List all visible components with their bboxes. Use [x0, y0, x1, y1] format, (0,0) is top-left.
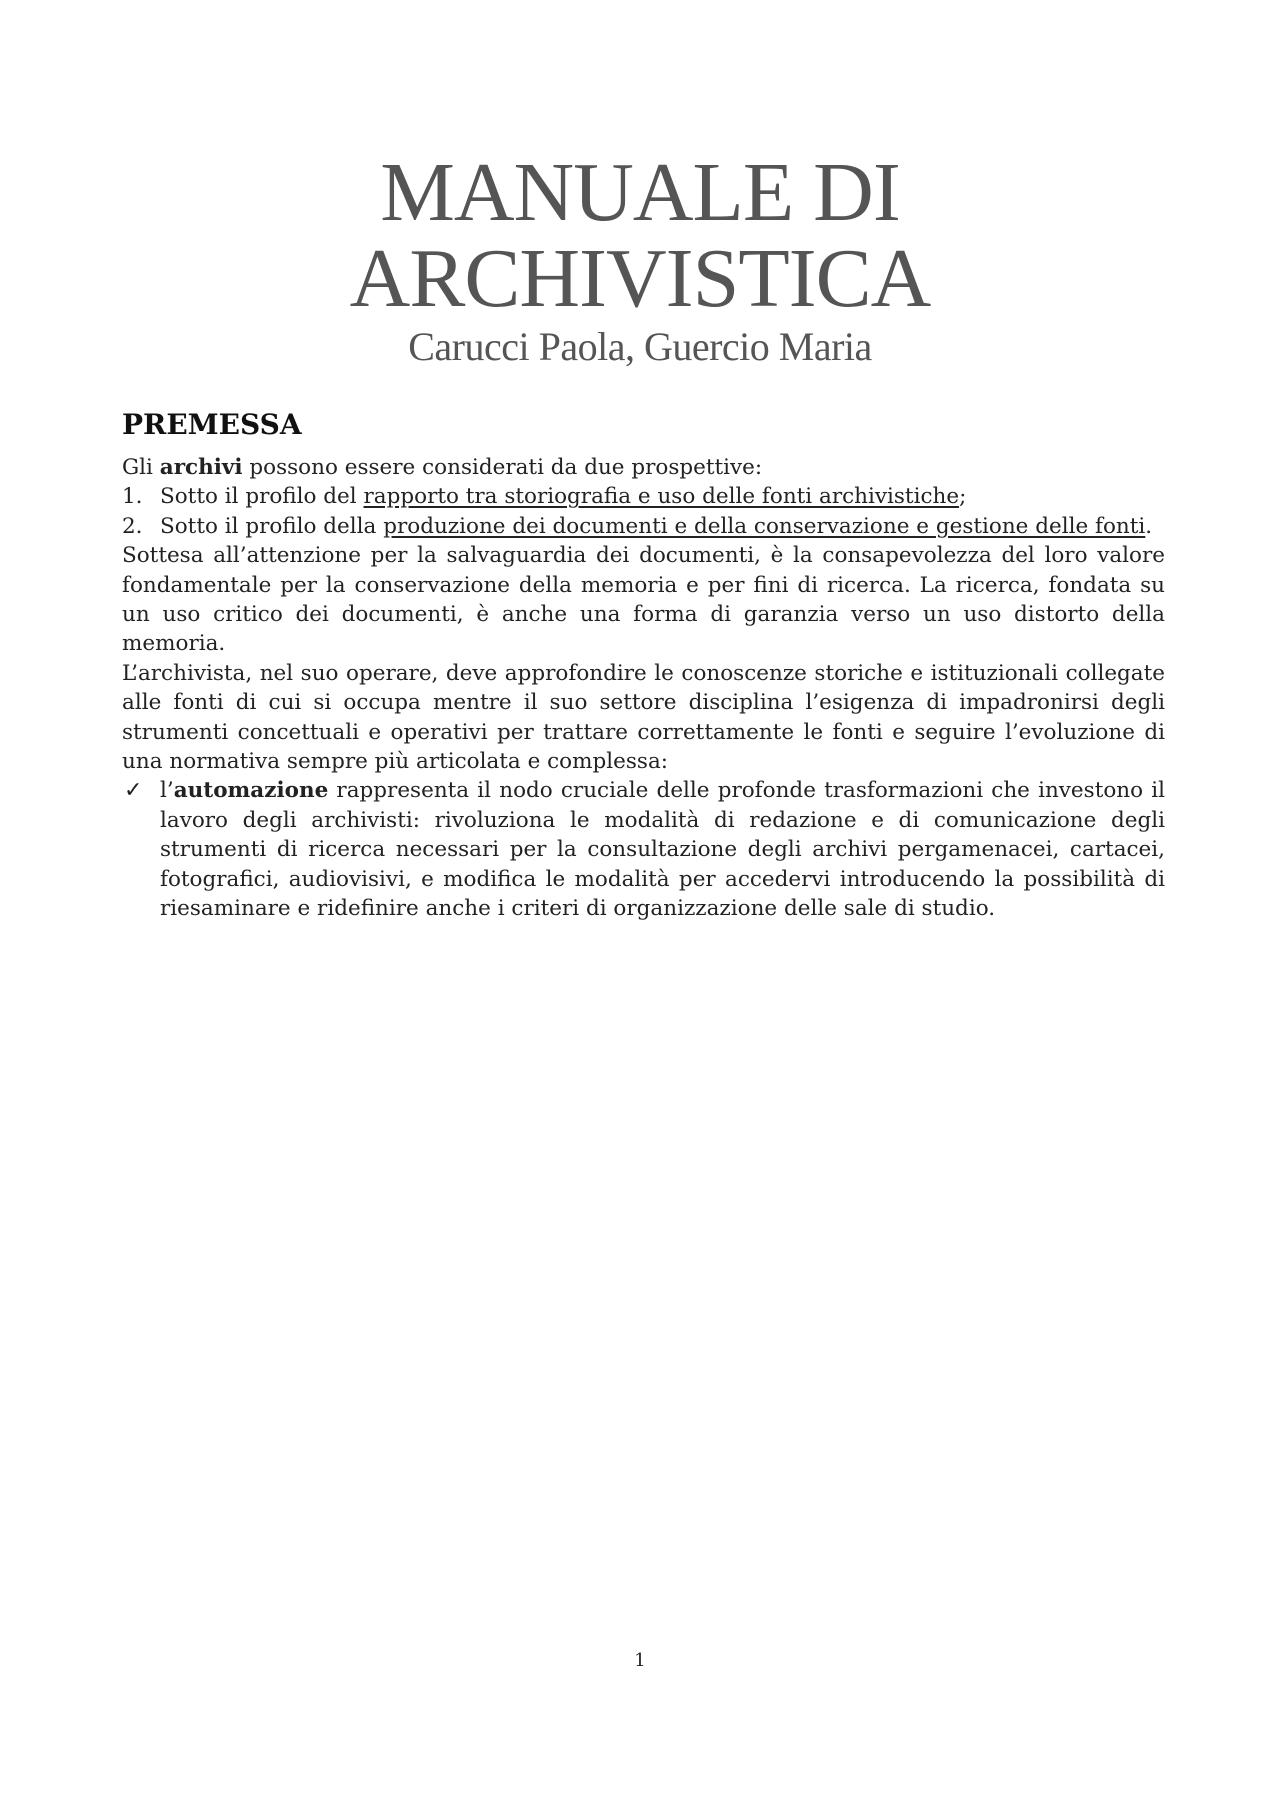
list-item-underlined: produzione dei documenti e della conservazione e gestione delle fonti	[383, 513, 1146, 539]
body-paragraph-2: L’archivista, nel suo operare, deve approfondire le conoscenze storiche e istituzionali collegate alle fonti di cui si occupa mentre il suo settore disciplina l’esigenza di impadronirsi degli strumenti concettuali e operativi per trattare correttamente le fonti e seguire l’evoluzione di una normativa sempre più articolata e complessa:	[122, 660, 1165, 775]
checklist-text-after: rappresenta il nodo cruciale delle profonde trasformazioni che investono il lavoro degli archivisti: rivoluziona le modalità di redazione e di comunicazione degli strumenti di ricerca necessari per la consultazione degli archivi pergamenacei, cartacei, fotografici, audiovisivi, e modifica le modalità per accedervi introducendo la possibilità di riesaminare e ridefinire anche i criteri di organizzazione delle sale di studio.	[160, 778, 1165, 922]
list-item	[122, 512, 1165, 541]
checkmark-list-item	[122, 776, 1165, 923]
list-item-underlined: rapporto tra storiografia e uso delle fonti archivistiche	[363, 484, 960, 510]
intro-text-after: possono essere considerati da due prospettive:	[242, 455, 763, 480]
title-block	[0, 146, 1280, 372]
intro-bold-term: archivi	[159, 455, 243, 480]
list-item-number: 2.	[122, 513, 143, 539]
list-item-text-before: Sotto il profilo del	[160, 484, 364, 510]
checklist-bold-term: automazione	[173, 778, 329, 804]
document-title-line-2: ARCHIVISTICA	[349, 232, 931, 325]
document-body	[122, 405, 1165, 924]
document-authors: Carucci Paola, Guercio Maria	[408, 324, 872, 369]
list-item-text-after: .	[1145, 513, 1153, 539]
list-item	[122, 482, 1165, 511]
checkmark-icon: ✓	[124, 778, 143, 804]
intro-text-before: Gli	[122, 455, 160, 480]
body-paragraph-1: Sottesa all’attenzione per la salvaguardia dei documenti, è la consapevolezza del loro valore fondamentale per la conservazione della memoria e per fini di ricerca. La ricerca, fondata su un uso critico dei documenti, è anche una forma di garanzia verso un uso distorto della memoria.	[122, 543, 1165, 657]
list-item-text-after: ;	[959, 484, 967, 510]
checkmark-list	[122, 776, 1165, 923]
numbered-list	[122, 482, 1165, 541]
list-item-text-before: Sotto il profilo della	[160, 513, 384, 539]
document-title-line-1: MANUALE DI	[380, 146, 900, 239]
checklist-text-before: l’	[160, 778, 174, 804]
list-item-number: 1.	[122, 484, 143, 510]
section-heading: PREMESSA	[122, 408, 302, 441]
intro-paragraph	[122, 453, 1165, 482]
page-number: 1	[634, 1650, 646, 1671]
